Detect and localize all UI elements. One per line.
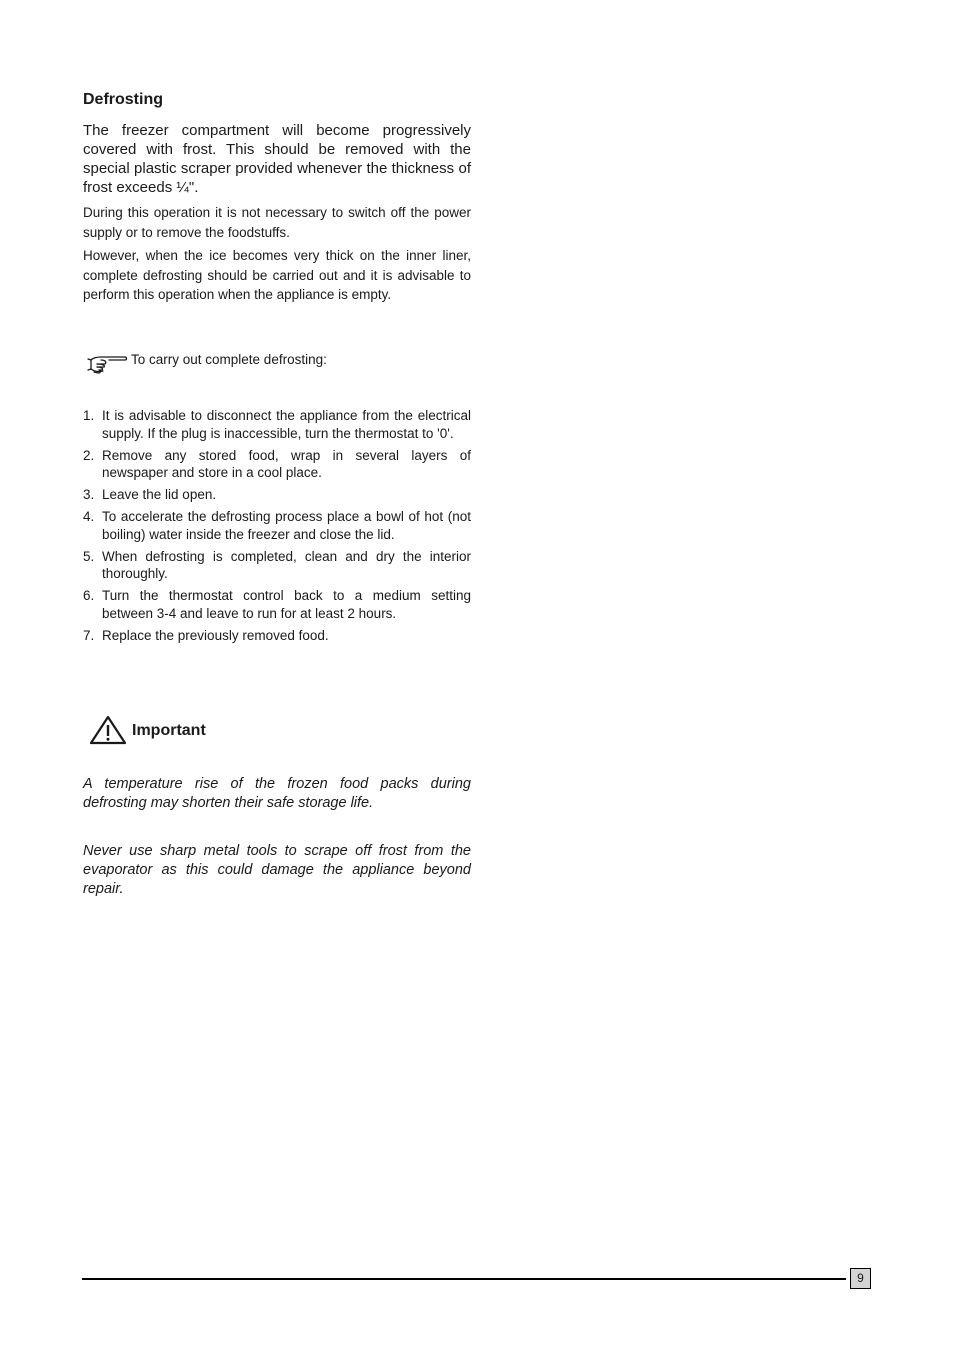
paragraph-no-switch-off: During this operation it is not necessary to switch off the power supply or to remove the foodstuffs. [83,205,471,240]
list-item [83,548,471,583]
paragraph-complete-defrosting: However, when the ice becomes very thick on the inner liner, complete defrosting should be carried out and it is advisable to perform this operation when the appliance is empty. [83,248,471,302]
step-number: 6. [83,588,95,603]
hint-text: To carry out complete defrosting: [131,352,327,367]
warning-temperature-rise: A temperature rise of the frozen food packs during defrosting may shorten their safe storage life. [83,776,471,811]
section-title: Defrosting [83,91,163,108]
list-item [83,587,471,622]
step-number: 7. [83,627,95,643]
step-text: Replace the previously removed food. [102,627,329,643]
step-number: 5. [83,548,95,564]
step-text: Remove any stored food, wrap in several layers of newspaper and store in a cool place. [102,447,471,480]
step-number: 4. [83,509,95,524]
step-text: Leave the lid open. [102,487,217,502]
important-heading [88,714,206,746]
step-text: It is advisable to disconnect the appliance from the electrical supply. If the plug is inaccessible, turn the thermostat to '0'. [102,408,471,441]
intro-paragraph: The freezer compartment will become progressively covered with frost. This should be removed with the special plastic scraper provided whenever the thickness of frost exceeds ¼". [83,122,471,196]
warning-sharp-tools: Never use sharp metal tools to scrape off frost from the evaporator as this could damage the appliance beyond repair. [83,843,471,897]
list-item [83,627,471,645]
list-item [83,508,471,543]
list-item [83,447,471,482]
pointing-hand-icon [87,350,129,376]
warning-triangle-icon [88,714,128,746]
step-number: 2. [83,447,95,463]
step-text: When defrosting is completed, clean and dry the interior thoroughly. [102,548,471,581]
hint-note [87,350,327,376]
defrost-steps-list [83,407,471,649]
list-item [83,407,471,442]
step-text: Turn the thermostat control back to a medium setting between 3-4 and leave to run for at least 2 hours. [102,588,471,621]
step-number: 1. [83,408,95,423]
step-number: 3. [83,487,95,502]
list-item [83,486,471,504]
page-number: 9 [850,1268,871,1289]
important-label: Important [132,722,206,739]
step-text: To accelerate the defrosting process place a bowl of hot (not boiling) water inside the freezer and close the lid. [102,509,471,542]
footer-divider [82,1278,846,1280]
